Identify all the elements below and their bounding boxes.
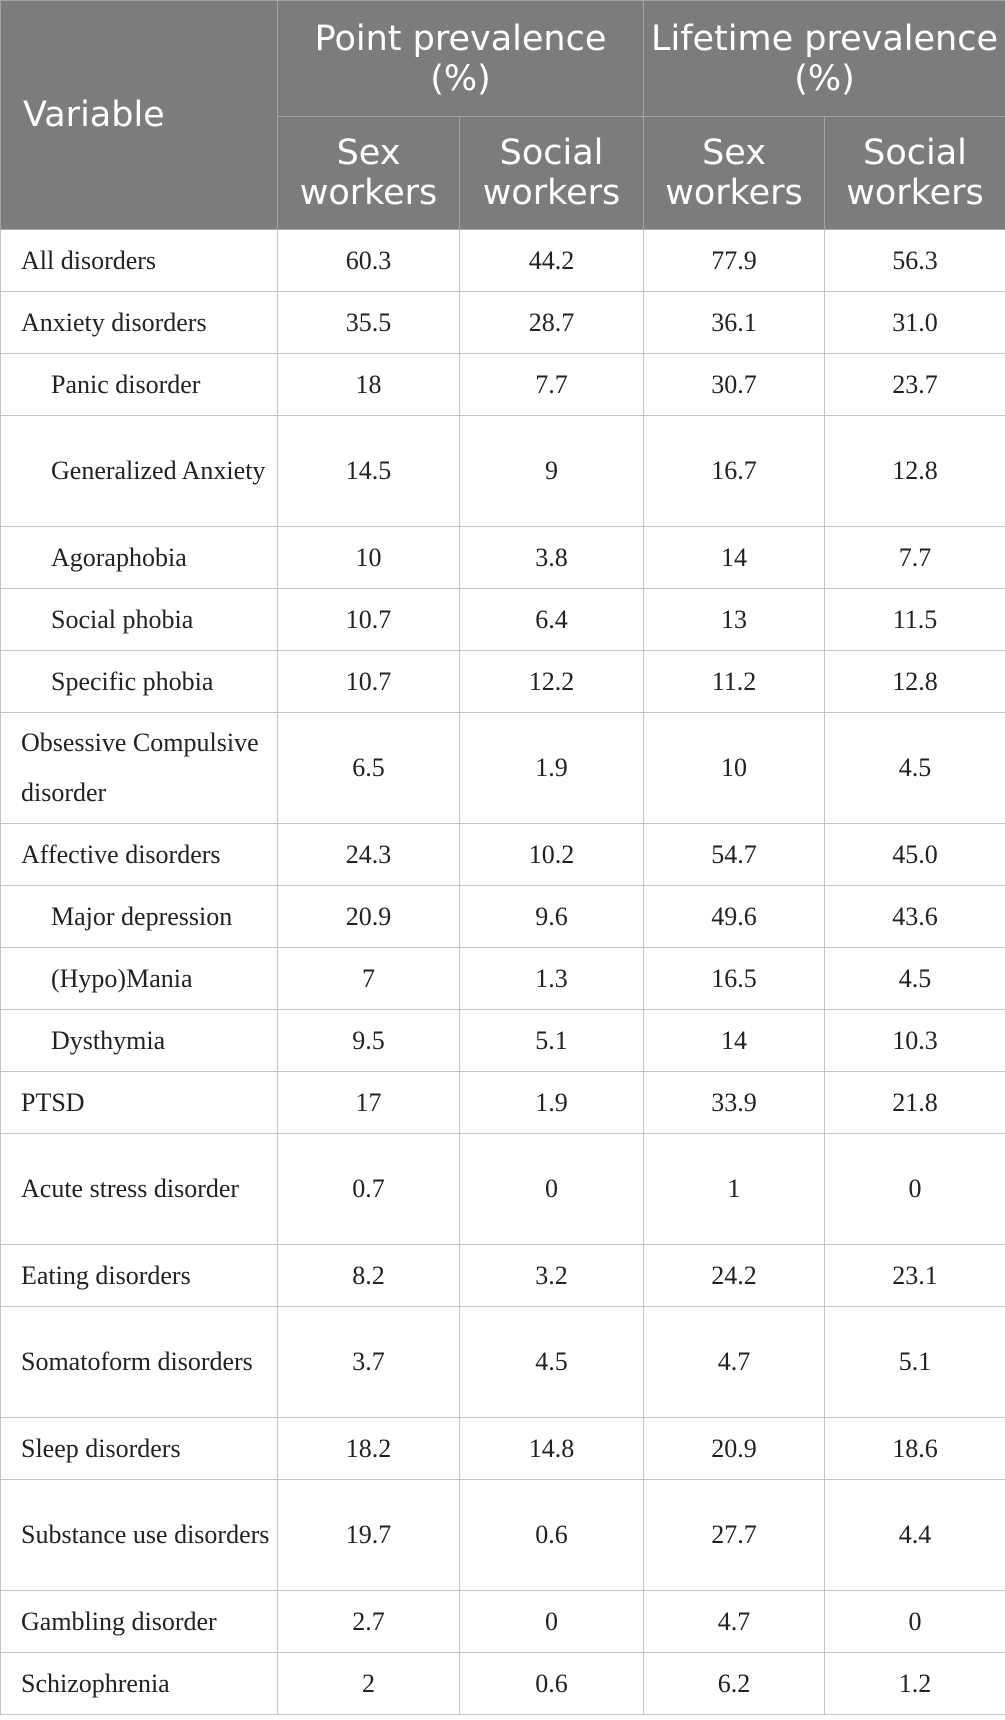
- point-social-workers-value: 0: [460, 1591, 644, 1653]
- point-social-workers-value: 7.7: [460, 354, 644, 416]
- row-label: Specific phobia: [1, 651, 278, 713]
- point-sex-workers-value: 17: [278, 1072, 460, 1134]
- point-social-workers-value: 6.4: [460, 589, 644, 651]
- point-social-workers-value: 10.2: [460, 824, 644, 886]
- lifetime-sex-workers-value: 11.2: [644, 651, 825, 713]
- lifetime-sex-workers-value: 20.9: [644, 1418, 825, 1480]
- header-point-sex-workers: Sex workers: [278, 117, 460, 230]
- point-social-workers-value: 1.9: [460, 1072, 644, 1134]
- lifetime-sex-workers-value: 16.5: [644, 948, 825, 1010]
- lifetime-social-workers-value: 43.6: [825, 886, 1005, 948]
- lifetime-sex-workers-value: 54.7: [644, 824, 825, 886]
- table-row: [1, 589, 1005, 651]
- row-label: Dysthymia: [1, 1010, 278, 1072]
- point-sex-workers-value: 60.3: [278, 230, 460, 292]
- point-social-workers-value: 1.9: [460, 713, 644, 824]
- lifetime-social-workers-value: 0: [825, 1591, 1005, 1653]
- point-sex-workers-value: 10.7: [278, 589, 460, 651]
- point-social-workers-value: 5.1: [460, 1010, 644, 1072]
- lifetime-social-workers-value: 5.1: [825, 1307, 1005, 1418]
- lifetime-social-workers-value: 23.1: [825, 1245, 1005, 1307]
- point-social-workers-value: 0: [460, 1134, 644, 1245]
- lifetime-sex-workers-value: 49.6: [644, 886, 825, 948]
- table-header: [1, 1, 1005, 230]
- point-sex-workers-value: 2.7: [278, 1591, 460, 1653]
- lifetime-sex-workers-value: 27.7: [644, 1480, 825, 1591]
- point-social-workers-value: 4.5: [460, 1307, 644, 1418]
- point-social-workers-value: 44.2: [460, 230, 644, 292]
- point-social-workers-value: 28.7: [460, 292, 644, 354]
- table-row: [1, 651, 1005, 713]
- row-label: Major depression: [1, 886, 278, 948]
- lifetime-social-workers-value: 1.2: [825, 1653, 1005, 1715]
- lifetime-sex-workers-value: 33.9: [644, 1072, 825, 1134]
- lifetime-sex-workers-value: 24.2: [644, 1245, 825, 1307]
- row-label: Eating disorders: [1, 1245, 278, 1307]
- table-row: [1, 886, 1005, 948]
- table-row: [1, 527, 1005, 589]
- point-sex-workers-value: 35.5: [278, 292, 460, 354]
- header-point-prevalence: Point prevalence (%): [278, 1, 644, 117]
- point-sex-workers-value: 3.7: [278, 1307, 460, 1418]
- point-social-workers-value: 0.6: [460, 1653, 644, 1715]
- point-sex-workers-value: 7: [278, 948, 460, 1010]
- table-row: [1, 1245, 1005, 1307]
- lifetime-sex-workers-value: 16.7: [644, 416, 825, 527]
- table-row: [1, 1307, 1005, 1418]
- row-label: Affective disorders: [1, 824, 278, 886]
- header-lifetime-social-workers: Social workers: [825, 117, 1005, 230]
- row-label: All disorders: [1, 230, 278, 292]
- lifetime-sex-workers-value: 4.7: [644, 1591, 825, 1653]
- lifetime-social-workers-value: 31.0: [825, 292, 1005, 354]
- point-sex-workers-value: 9.5: [278, 1010, 460, 1072]
- lifetime-social-workers-value: 56.3: [825, 230, 1005, 292]
- lifetime-sex-workers-value: 77.9: [644, 230, 825, 292]
- lifetime-social-workers-value: 10.3: [825, 1010, 1005, 1072]
- lifetime-social-workers-value: 45.0: [825, 824, 1005, 886]
- table-row: [1, 1010, 1005, 1072]
- lifetime-social-workers-value: 23.7: [825, 354, 1005, 416]
- row-label: PTSD: [1, 1072, 278, 1134]
- row-label: Gambling disorder: [1, 1591, 278, 1653]
- header-lifetime-prevalence: Lifetime prevalence (%): [644, 1, 1005, 117]
- table-row: [1, 354, 1005, 416]
- row-label: Agoraphobia: [1, 527, 278, 589]
- row-label: (Hypo)Mania: [1, 948, 278, 1010]
- header-variable: Variable: [1, 1, 278, 230]
- lifetime-social-workers-value: 7.7: [825, 527, 1005, 589]
- point-social-workers-value: 1.3: [460, 948, 644, 1010]
- table-row: [1, 416, 1005, 527]
- row-label: Substance use disorders: [1, 1480, 278, 1591]
- point-sex-workers-value: 18.2: [278, 1418, 460, 1480]
- row-label: Social phobia: [1, 589, 278, 651]
- lifetime-sex-workers-value: 4.7: [644, 1307, 825, 1418]
- table-row: [1, 1591, 1005, 1653]
- table-row: [1, 713, 1005, 824]
- point-sex-workers-value: 8.2: [278, 1245, 460, 1307]
- table-row: [1, 1072, 1005, 1134]
- table-row: [1, 1418, 1005, 1480]
- lifetime-sex-workers-value: 30.7: [644, 354, 825, 416]
- lifetime-sex-workers-value: 36.1: [644, 292, 825, 354]
- row-label: Generalized Anxiety: [1, 416, 278, 527]
- point-sex-workers-value: 19.7: [278, 1480, 460, 1591]
- point-social-workers-value: 0.6: [460, 1480, 644, 1591]
- row-label: Somatoform disorders: [1, 1307, 278, 1418]
- point-sex-workers-value: 14.5: [278, 416, 460, 527]
- point-sex-workers-value: 10: [278, 527, 460, 589]
- point-sex-workers-value: 0.7: [278, 1134, 460, 1245]
- row-label: Anxiety disorders: [1, 292, 278, 354]
- point-sex-workers-value: 24.3: [278, 824, 460, 886]
- point-sex-workers-value: 2: [278, 1653, 460, 1715]
- table-row: [1, 948, 1005, 1010]
- row-label: Acute stress disorder: [1, 1134, 278, 1245]
- lifetime-social-workers-value: 18.6: [825, 1418, 1005, 1480]
- lifetime-social-workers-value: 4.5: [825, 713, 1005, 824]
- lifetime-social-workers-value: 12.8: [825, 416, 1005, 527]
- row-label: Panic disorder: [1, 354, 278, 416]
- lifetime-sex-workers-value: 14: [644, 527, 825, 589]
- lifetime-social-workers-value: 0: [825, 1134, 1005, 1245]
- lifetime-sex-workers-value: 13: [644, 589, 825, 651]
- lifetime-social-workers-value: 21.8: [825, 1072, 1005, 1134]
- point-social-workers-value: 3.2: [460, 1245, 644, 1307]
- table-body: [1, 230, 1005, 1715]
- header-lifetime-sex-workers: Sex workers: [644, 117, 825, 230]
- point-social-workers-value: 9.6: [460, 886, 644, 948]
- point-social-workers-value: 3.8: [460, 527, 644, 589]
- lifetime-social-workers-value: 11.5: [825, 589, 1005, 651]
- lifetime-social-workers-value: 4.5: [825, 948, 1005, 1010]
- point-social-workers-value: 12.2: [460, 651, 644, 713]
- point-sex-workers-value: 10.7: [278, 651, 460, 713]
- point-social-workers-value: 14.8: [460, 1418, 644, 1480]
- lifetime-sex-workers-value: 14: [644, 1010, 825, 1072]
- lifetime-social-workers-value: 4.4: [825, 1480, 1005, 1591]
- lifetime-sex-workers-value: 6.2: [644, 1653, 825, 1715]
- header-row-top: [1, 1, 1005, 117]
- point-sex-workers-value: 18: [278, 354, 460, 416]
- table-row: [1, 1134, 1005, 1245]
- lifetime-sex-workers-value: 10: [644, 713, 825, 824]
- point-social-workers-value: 9: [460, 416, 644, 527]
- row-label: Sleep disorders: [1, 1418, 278, 1480]
- table-row: [1, 824, 1005, 886]
- table-row: [1, 292, 1005, 354]
- point-sex-workers-value: 20.9: [278, 886, 460, 948]
- header-point-social-workers: Social workers: [460, 117, 644, 230]
- table-row: [1, 1480, 1005, 1591]
- table-row: [1, 1653, 1005, 1715]
- lifetime-social-workers-value: 12.8: [825, 651, 1005, 713]
- table-row: [1, 230, 1005, 292]
- row-label: Schizophrenia: [1, 1653, 278, 1715]
- lifetime-sex-workers-value: 1: [644, 1134, 825, 1245]
- point-sex-workers-value: 6.5: [278, 713, 460, 824]
- row-label: Obsessive Compulsive disorder: [1, 713, 278, 824]
